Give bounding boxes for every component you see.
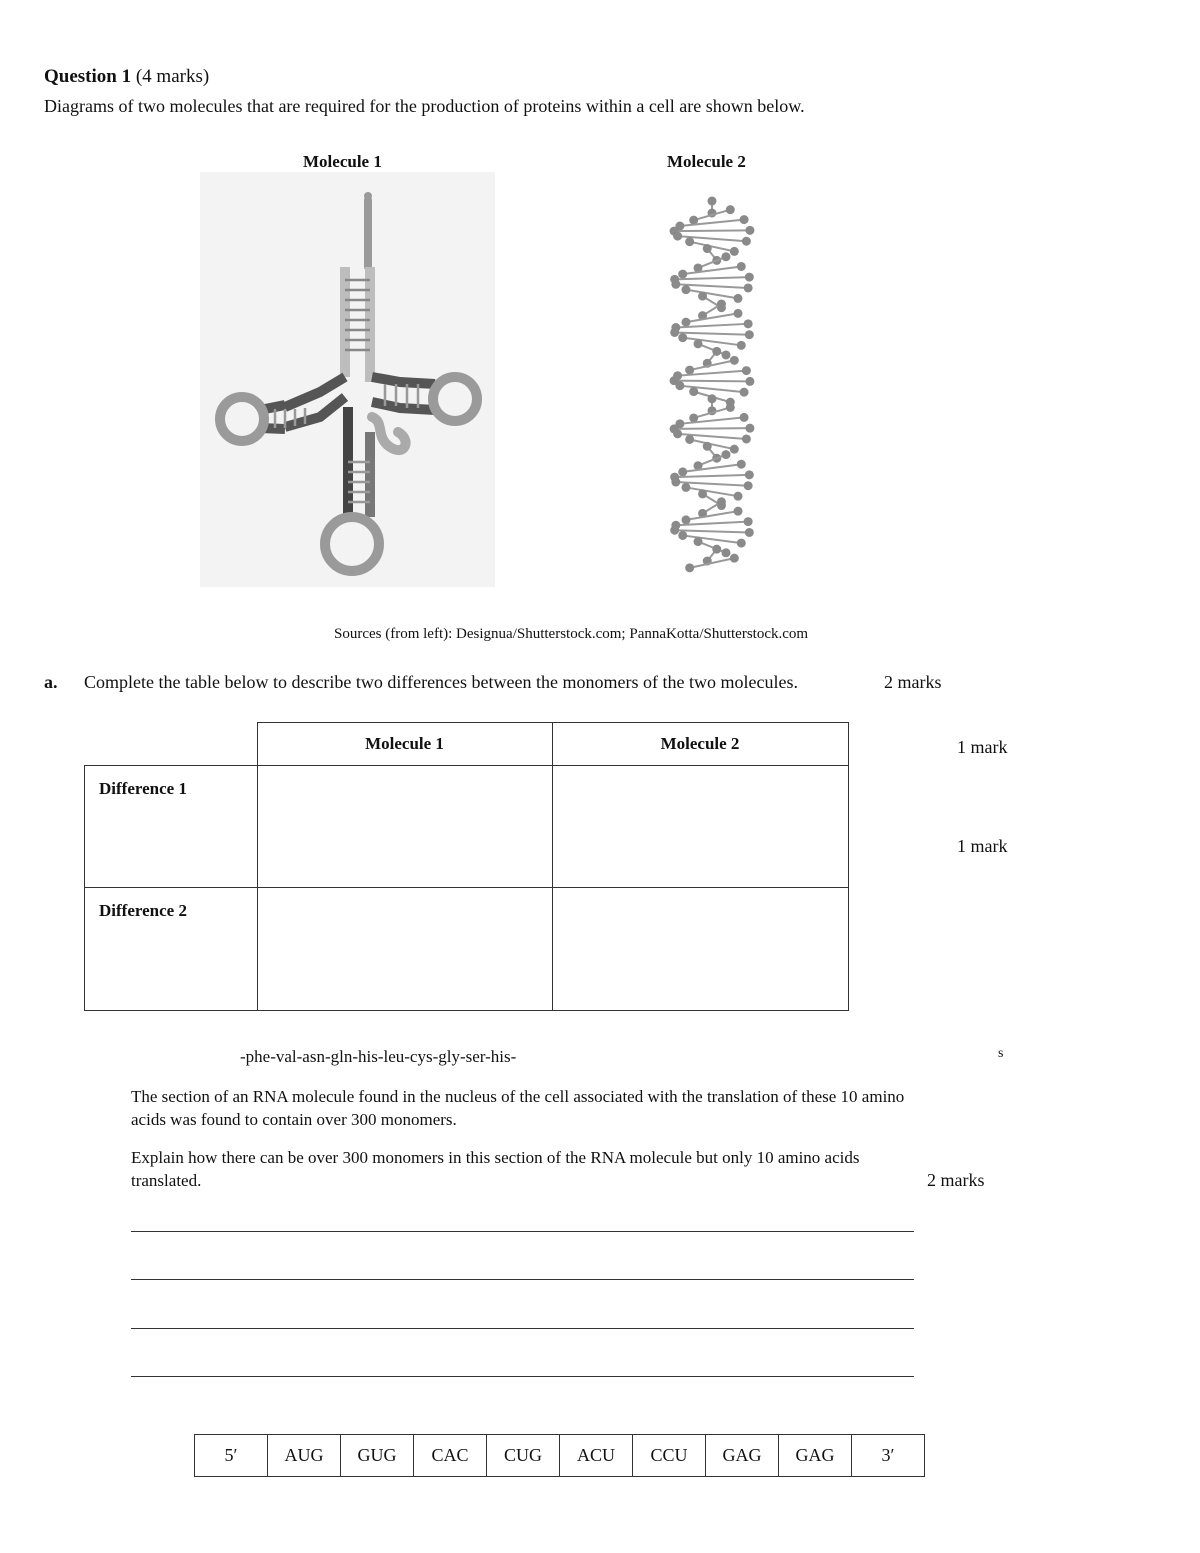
- backbone-node: [745, 424, 754, 433]
- row-label-difference-2: Difference 2: [85, 888, 258, 1011]
- base-pair: [683, 535, 742, 543]
- base-pair: [675, 332, 750, 334]
- backbone-node: [734, 507, 743, 516]
- stray-text: s: [998, 1046, 1004, 1061]
- backbone-node: [712, 545, 721, 554]
- backbone-node: [694, 339, 703, 348]
- backbone-node: [721, 252, 730, 261]
- base-pair: [675, 475, 750, 477]
- codon-cell: GUG: [341, 1435, 414, 1477]
- backbone-node: [721, 548, 730, 557]
- backbone-node: [671, 478, 680, 487]
- table-corner: [85, 723, 258, 766]
- backbone-node: [703, 442, 712, 451]
- backbone-node: [673, 232, 682, 241]
- backbone-node: [745, 330, 754, 339]
- backbone-node: [730, 445, 739, 454]
- base-pair: [690, 360, 735, 370]
- backbone-node: [744, 283, 753, 292]
- backbone-node: [737, 460, 746, 469]
- backbone-node: [671, 280, 680, 289]
- header-molecule-2: Molecule 2: [552, 723, 848, 766]
- base-pair: [690, 439, 735, 449]
- question-marks: (4 marks): [135, 66, 210, 87]
- backbone-node: [681, 515, 690, 524]
- answer-cell-diff1-molecule-1[interactable]: [257, 766, 552, 888]
- row-label-difference-1: Difference 1: [85, 766, 258, 888]
- backbone-node: [685, 237, 694, 246]
- codon-cell: CUG: [487, 1435, 560, 1477]
- backbone-node: [717, 497, 726, 506]
- backbone-node: [689, 413, 698, 422]
- backbone-node: [681, 483, 690, 492]
- differences-table: [84, 722, 849, 1011]
- base-pair: [690, 242, 735, 252]
- base-pair: [698, 344, 726, 355]
- base-pair: [683, 266, 742, 274]
- part-b-marks: 2 marks: [927, 1170, 985, 1190]
- backbone-node: [745, 226, 754, 235]
- codon-cell: AUG: [268, 1435, 341, 1477]
- backbone-node: [685, 366, 694, 375]
- backbone-node: [670, 526, 679, 535]
- part-b-paragraph-1: The section of an RNA molecule found in the nucleus of the cell associated with the translation of these 10 amino acids was found to contain over 300 monomers.: [131, 1087, 905, 1129]
- backbone-node: [698, 489, 707, 498]
- codon-cell: GAG: [779, 1435, 852, 1477]
- base-pair: [674, 230, 750, 231]
- answer-line[interactable]: [131, 1279, 914, 1280]
- amino-acid-sequence: -phe-val-asn-gln-his-leu-cys-gly-ser-his-: [240, 1047, 517, 1066]
- question-number: Question 1: [44, 66, 132, 87]
- backbone-node: [717, 300, 726, 309]
- base-pair: [686, 290, 738, 299]
- codon-cell: CCU: [633, 1435, 706, 1477]
- question-title: [44, 66, 209, 88]
- backbone-node: [670, 328, 679, 337]
- image-sources: Sources (from left): Designua/Shutterstock.com; PannaKotta/Shutterstock.com: [334, 626, 809, 642]
- backbone-node: [678, 531, 687, 540]
- backbone-node: [745, 377, 754, 386]
- backbone-node: [681, 285, 690, 294]
- backbone-node: [745, 273, 754, 282]
- backbone-node: [742, 237, 751, 246]
- backbone-node: [708, 394, 717, 403]
- backbone-node: [730, 247, 739, 256]
- base-pair: [690, 558, 735, 568]
- codon-strip: [194, 1434, 925, 1477]
- backbone-node: [675, 381, 684, 390]
- backbone-node: [678, 270, 687, 279]
- part-b-question: Explain how there can be over 300 monomers in this section of the RNA molecule but only 10 amino acids translated.: [131, 1148, 860, 1190]
- backbone-node: [721, 350, 730, 359]
- answer-cell-diff1-molecule-2[interactable]: [552, 766, 848, 888]
- backbone-node: [740, 413, 749, 422]
- base-pair: [686, 313, 738, 322]
- base-pair: [674, 428, 750, 429]
- backbone-node: [678, 333, 687, 342]
- base-pair: [675, 277, 750, 279]
- backbone-node: [737, 341, 746, 350]
- base-pair: [686, 487, 738, 496]
- codon-cell: 5′: [195, 1435, 268, 1477]
- backbone-node: [703, 244, 712, 253]
- question-intro: Diagrams of two molecules that are required for the production of proteins within a cell are shown below.: [44, 96, 805, 116]
- base-pair: [686, 511, 738, 520]
- backbone-node: [742, 434, 751, 443]
- backbone-node: [730, 554, 739, 563]
- backbone-node: [737, 539, 746, 548]
- backbone-node: [673, 429, 682, 438]
- backbone-node: [740, 388, 749, 397]
- backbone-node: [744, 319, 753, 328]
- base-pair: [674, 381, 750, 382]
- backbone-node: [734, 492, 743, 501]
- base-pair: [698, 257, 726, 268]
- backbone-node: [745, 470, 754, 479]
- difference-2-marks: 1 mark: [957, 836, 1008, 856]
- backbone-node: [708, 197, 717, 206]
- answer-cell-diff2-molecule-2[interactable]: [552, 888, 848, 1011]
- backbone-node: [745, 528, 754, 537]
- backbone-node: [678, 467, 687, 476]
- codon-cell: ACU: [560, 1435, 633, 1477]
- backbone-node: [694, 537, 703, 546]
- part-a-question: Complete the table below to describe two differences between the monomers of the two molecules.: [84, 672, 798, 692]
- part-a-marks: 2 marks: [884, 672, 942, 692]
- codon-cell: CAC: [414, 1435, 487, 1477]
- answer-line[interactable]: [131, 1231, 914, 1232]
- backbone-node: [740, 215, 749, 224]
- backbone-node: [744, 481, 753, 490]
- backbone-node: [742, 366, 751, 375]
- codon-cell: GAG: [706, 1435, 779, 1477]
- base-pair: [683, 338, 742, 346]
- backbone-node: [721, 450, 730, 459]
- answer-cell-diff2-molecule-1[interactable]: [257, 888, 552, 1011]
- base-pair: [698, 542, 726, 553]
- header-molecule-1: Molecule 1: [257, 723, 552, 766]
- molecule-2-label: Molecule 2: [667, 152, 746, 171]
- part-a-label: a.: [44, 672, 58, 692]
- base-pair: [675, 530, 750, 532]
- backbone-node: [681, 318, 690, 327]
- backbone-node: [726, 403, 735, 412]
- backbone-node: [734, 309, 743, 318]
- difference-1-marks: 1 mark: [957, 737, 1008, 757]
- answer-line[interactable]: [131, 1328, 914, 1329]
- backbone-node: [685, 435, 694, 444]
- backbone-node: [685, 563, 694, 572]
- backbone-node: [730, 356, 739, 365]
- trna-cloverleaf-diagram: [200, 172, 495, 587]
- base-pair: [683, 464, 742, 472]
- backbone-node: [689, 216, 698, 225]
- backbone-node: [689, 387, 698, 396]
- backbone-node: [734, 294, 743, 303]
- dna-double-helix-diagram: [655, 195, 770, 575]
- backbone-node: [712, 347, 721, 356]
- backbone-node: [744, 517, 753, 526]
- backbone-node: [698, 292, 707, 301]
- molecule-1-label: Molecule 1: [303, 152, 382, 171]
- codon-cell: 3′: [852, 1435, 925, 1477]
- answer-line[interactable]: [131, 1376, 914, 1377]
- base-pair: [698, 455, 726, 466]
- backbone-node: [726, 205, 735, 214]
- backbone-node: [737, 262, 746, 271]
